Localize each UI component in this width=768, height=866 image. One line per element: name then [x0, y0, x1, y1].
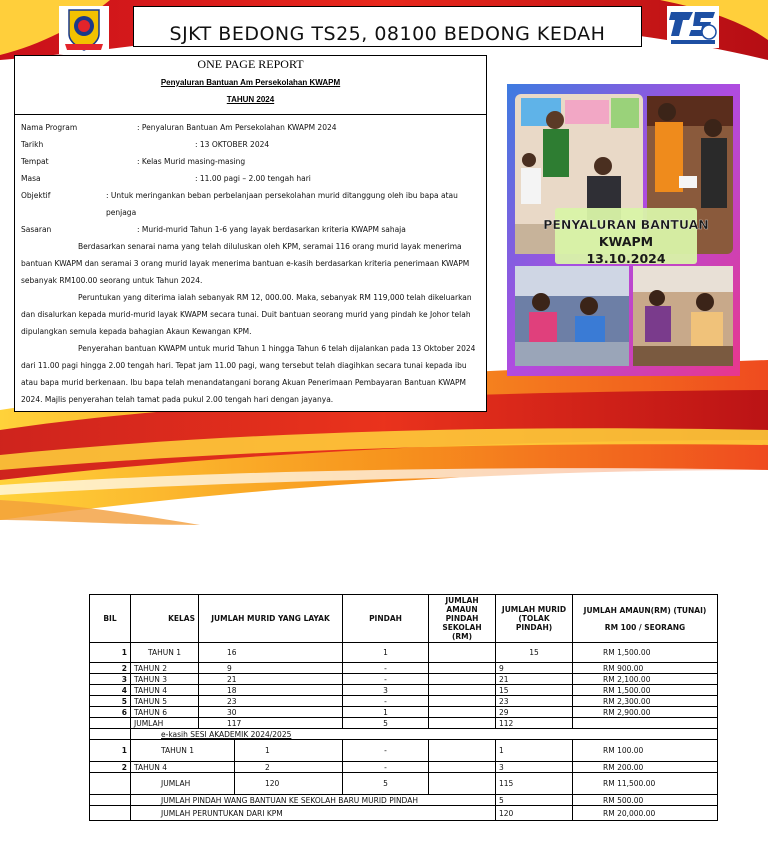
cell-bil: 5	[90, 696, 131, 707]
cell-layak: 30	[199, 707, 343, 718]
table-row	[90, 663, 718, 674]
report-header	[15, 56, 486, 115]
cell-pindah: -	[343, 674, 429, 685]
school-crest-icon	[59, 6, 109, 54]
cell-kelas: TAHUN 5	[131, 696, 199, 707]
cell-bil: 6	[90, 707, 131, 718]
cell-bil	[90, 729, 131, 740]
event-photo	[515, 266, 629, 366]
cell-pindah: 5	[343, 773, 429, 795]
report-title: ONE PAGE REPORT	[197, 57, 304, 71]
report-paragraph: Peruntukan yang diterima ialah sebanyak RM 12, 000.00. Maka, sebanyak RM 119,000 telah dikeluarkan dan disalurkan kepada murid-murid layak KWAPM secara tunai. Duit bantuan seorang murid yang pindah ke Johor telah dipulangkan semula kepada bahagian Akaun Kewangan KPM.	[21, 293, 472, 336]
report-body	[15, 115, 486, 408]
school-title: SJKT BEDONG TS25, 08100 BEDONG KEDAH	[133, 6, 642, 47]
cell-pindah: -	[343, 663, 429, 674]
cell-pindah: -	[343, 762, 429, 773]
photo-collage	[507, 84, 740, 376]
cell-pindah: 5	[343, 718, 429, 729]
cell-murid: 115	[496, 773, 573, 795]
field-value: : Murid-murid Tahun 1-6 yang layak berdasarkan kriteria KWAPM sahaja	[137, 225, 406, 234]
summary-label: JUMLAH PERUNTUKAN DARI KPM	[131, 806, 496, 821]
cell-layak: 120	[235, 773, 343, 795]
col-kelas: KELAS	[131, 595, 199, 643]
cell-amaun-pindah	[429, 674, 496, 685]
caption-line1: PENYALURAN BANTUAN	[543, 217, 709, 232]
table-row	[90, 674, 718, 685]
photo-caption	[543, 208, 709, 266]
cell-murid: 15	[496, 685, 573, 696]
cell-murid: 15	[496, 643, 573, 663]
field-label: Tempat	[21, 157, 49, 166]
cell-amaun: RM 11,500.00	[573, 773, 718, 795]
table-row	[90, 643, 718, 663]
cell-kelas: TAHUN 1	[131, 643, 199, 663]
cell-murid: 5	[496, 795, 573, 806]
field-label: Objektif	[21, 191, 51, 200]
cell-kelas: TAHUN 4	[131, 762, 235, 773]
table-summary-row	[90, 806, 718, 821]
cell-amaun: RM 200.00	[573, 762, 718, 773]
field-date	[21, 136, 480, 153]
field-value: : Kelas Murid masing-masing	[137, 157, 246, 166]
cell-bil: 3	[90, 674, 131, 685]
cell-murid: 120	[496, 806, 573, 821]
cell-amaun-pindah	[429, 663, 496, 674]
cell-amaun-pindah	[429, 762, 496, 773]
cell-murid: 23	[496, 696, 573, 707]
field-value: : Untuk meringankan beban perbelanjaan persekolahan murid ditanggung oleh ibu bapa atau penjaga	[106, 191, 458, 217]
field-label: Sasaran	[21, 225, 52, 234]
col-amaun-pindah: JUMLAH AMAUN PINDAH SEKOLAH (RM)	[429, 595, 496, 643]
cell-amaun: RM 1,500.00	[573, 685, 718, 696]
col-pindah: PINDAH	[343, 595, 429, 643]
cell-kelas: TAHUN 6	[131, 707, 199, 718]
one-page-report	[14, 55, 487, 412]
cell-amaun: RM 20,000.00	[573, 806, 718, 821]
field-program	[21, 119, 480, 136]
cell-amaun-pindah	[429, 685, 496, 696]
col-layak: JUMLAH MURID YANG LAYAK	[199, 595, 343, 643]
cell-bil	[90, 806, 131, 821]
field-target	[21, 221, 480, 238]
cell-bil: 2	[90, 663, 131, 674]
report-paragraph: Penyerahan bantuan KWAPM untuk murid Tahun 1 hingga Tahun 6 telah dijalankan pada 13 Oktober 2024 dari 11.00 pagi hingga 2.00 tengah hari. Tepat jam 11.00 pagi, wang tersebut telah diagihkan secara tunai kepada ibu atau bapa murid berkenaan. Ibu bapa telah menandatangani borang Akuan Penerimaan Pembayaran Bantuan KWAPM 2024. Majlis penyerahan telah tamat pada pukul 2.00 tengah hari dengan jayanya.	[21, 344, 476, 404]
ekasih-section-title: e-kasih SESI AKADEMIK 2024/2025	[131, 729, 718, 740]
table-row	[90, 685, 718, 696]
table-total-row	[90, 718, 718, 729]
table-summary-row	[90, 795, 718, 806]
cell-layak: 21	[199, 674, 343, 685]
cell-murid: 112	[496, 718, 573, 729]
cell-amaun: RM 500.00	[573, 795, 718, 806]
cell-murid: 1	[496, 740, 573, 762]
cell-layak: 117	[199, 718, 343, 729]
cell-kelas: TAHUN 4	[131, 685, 199, 696]
cell-kelas: JUMLAH	[131, 718, 199, 729]
event-photo	[633, 266, 733, 366]
cell-amaun: RM 100.00	[573, 740, 718, 762]
col-bil: BIL	[90, 595, 131, 643]
col-rate-label: RM 100 / SEORANG	[604, 622, 686, 632]
cell-amaun	[573, 718, 718, 729]
col-tolak-pindah: JUMLAH MURID (TOLAK PINDAH)	[496, 595, 573, 643]
ts25-logo-icon	[667, 6, 719, 48]
cell-layak: 1	[235, 740, 343, 762]
summary-label: JUMLAH PINDAH WANG BANTUAN KE SEKOLAH BARU MURID PINDAH	[131, 795, 496, 806]
col-amaun-tunai	[573, 595, 718, 643]
cell-layak: 18	[199, 685, 343, 696]
field-value: : Penyaluran Bantuan Am Persekolahan KWAPM 2024	[137, 123, 337, 132]
cell-bil	[90, 773, 131, 795]
col-amaun-tunai-label: JUMLAH AMAUN(RM) (TUNAI)	[583, 605, 707, 615]
cell-pindah: 1	[343, 643, 429, 663]
report-subtitle: Penyaluran Bantuan Am Persekolahan KWAPM	[160, 78, 341, 87]
cell-amaun: RM 1,500.00	[573, 643, 718, 663]
report-year: TAHUN 2024	[226, 95, 275, 104]
cell-layak: 23	[199, 696, 343, 707]
field-value: : 11.00 pagi – 2.00 tengah hari	[195, 174, 311, 183]
cell-pindah: 1	[343, 707, 429, 718]
cell-murid: 29	[496, 707, 573, 718]
field-place	[21, 153, 480, 170]
field-time	[21, 170, 480, 187]
table-row	[90, 740, 718, 762]
cell-amaun: RM 2,300.00	[573, 696, 718, 707]
table-row	[90, 707, 718, 718]
cell-kelas: JUMLAH	[131, 773, 235, 795]
table-row	[90, 762, 718, 773]
cell-amaun-pindah	[429, 718, 496, 729]
cell-murid: 9	[496, 663, 573, 674]
cell-murid: 3	[496, 762, 573, 773]
cell-bil: 2	[90, 762, 131, 773]
field-objective	[21, 187, 480, 221]
cell-kelas: TAHUN 3	[131, 674, 199, 685]
cell-amaun-pindah	[429, 707, 496, 718]
cell-bil	[90, 718, 131, 729]
field-label: Tarikh	[21, 140, 44, 149]
field-label: Nama Program	[21, 123, 78, 132]
cell-bil	[90, 795, 131, 806]
cell-amaun: RM 2,100.00	[573, 674, 718, 685]
report-paragraph: Berdasarkan senarai nama yang telah diluluskan oleh KPM, seramai 116 orang murid layak menerima bantuan KWAPM dan seramai 3 orang murid layak menerima bantuan e-kasih berdasarkan kriteria penerimaan KWAPM sebanyak RM100.00 seorang untuk Tahun 2024.	[21, 242, 470, 285]
cell-amaun-pindah	[429, 643, 496, 663]
cell-bil: 1	[90, 643, 131, 663]
cell-layak: 16	[199, 643, 343, 663]
cell-layak: 9	[199, 663, 343, 674]
field-value: : 13 OKTOBER 2024	[195, 140, 270, 149]
cell-layak: 2	[235, 762, 343, 773]
cell-pindah: -	[343, 696, 429, 707]
cell-bil: 1	[90, 740, 131, 762]
cell-amaun: RM 2,900.00	[573, 707, 718, 718]
cell-pindah: -	[343, 740, 429, 762]
caption-line2: KWAPM	[598, 234, 654, 249]
cell-amaun-pindah	[429, 740, 496, 762]
cell-murid: 21	[496, 674, 573, 685]
field-label: Masa	[21, 174, 41, 183]
table-section-row	[90, 729, 718, 740]
table-row	[90, 696, 718, 707]
cell-amaun-pindah	[429, 773, 496, 795]
kwapm-table-wrapper	[89, 594, 717, 821]
cell-kelas: TAHUN 2	[131, 663, 199, 674]
cell-amaun-pindah	[429, 696, 496, 707]
table-total-row	[90, 773, 718, 795]
cell-pindah: 3	[343, 685, 429, 696]
cell-amaun: RM 900.00	[573, 663, 718, 674]
kwapm-table	[89, 594, 718, 821]
caption-line3: 13.10.2024	[586, 251, 666, 266]
table-header-row	[90, 595, 718, 643]
cell-bil: 4	[90, 685, 131, 696]
cell-kelas: TAHUN 1	[131, 740, 235, 762]
